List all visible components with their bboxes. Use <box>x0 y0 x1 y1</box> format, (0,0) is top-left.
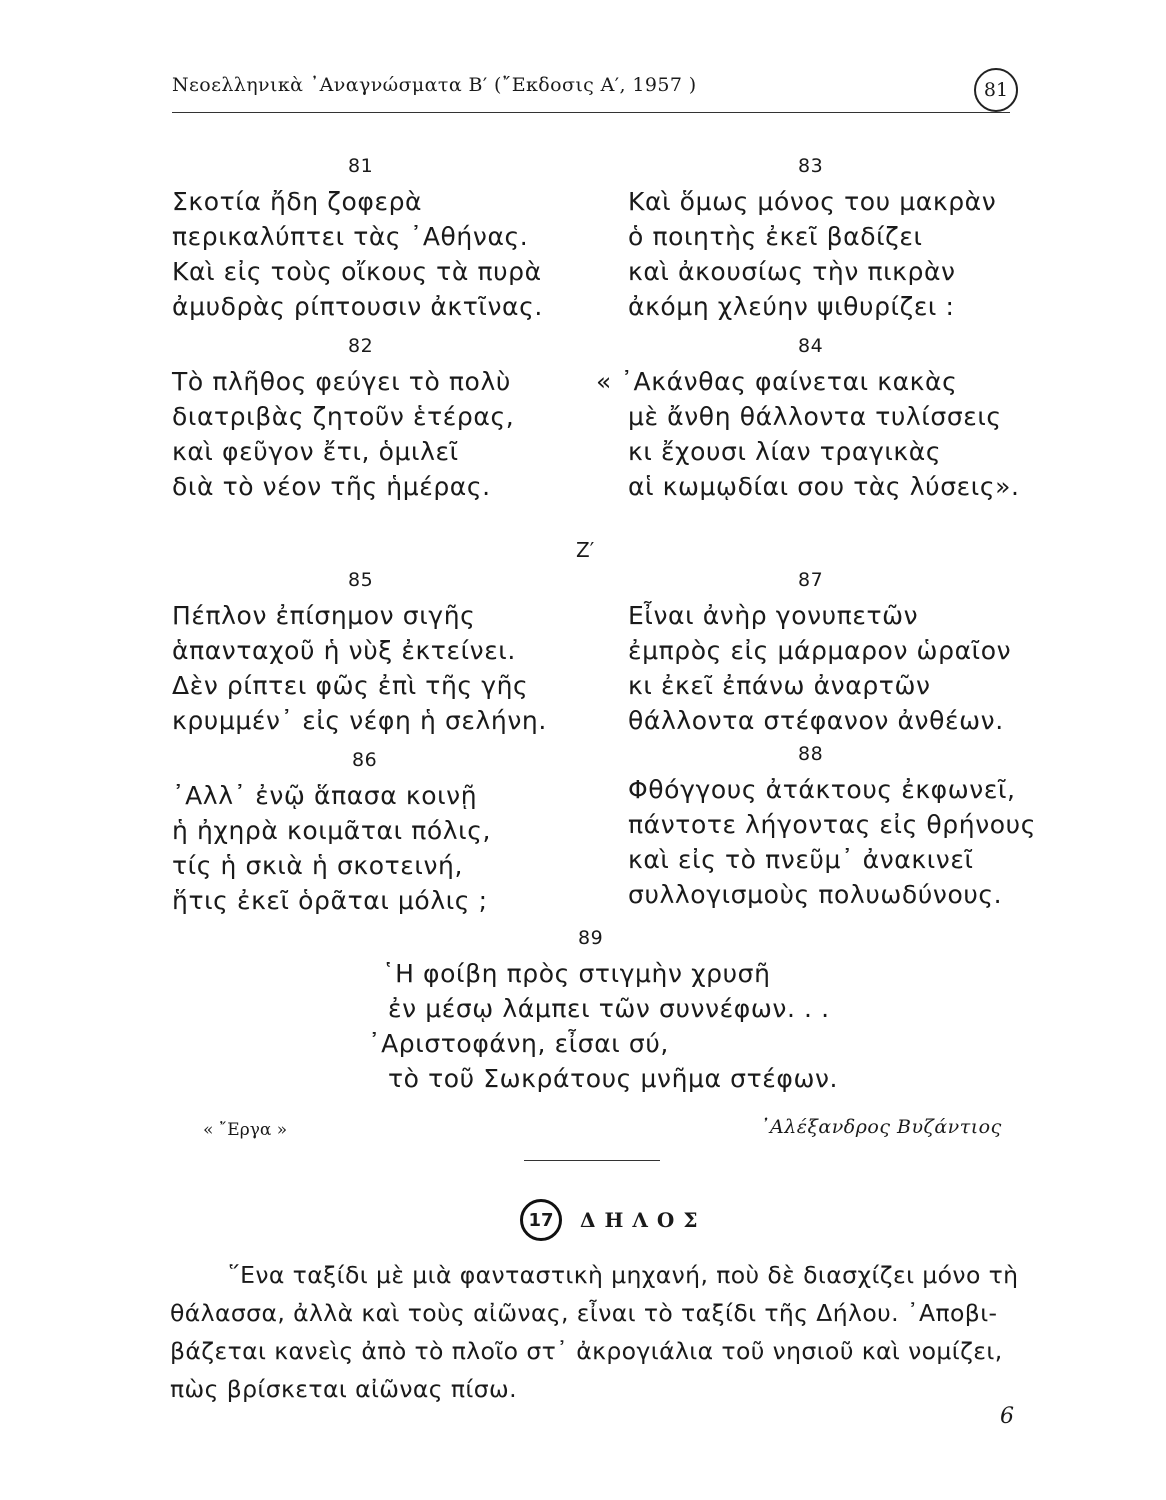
stanza-number: 81 <box>348 155 374 177</box>
verse-line: συλλογισμοὺς πολυωδύνους. <box>628 880 1003 909</box>
verse-line: Φθόγγους ἀτάκτους ἐκφωνεῖ, <box>628 775 1016 804</box>
verse-line: ἀκόμη χλεύην ψιθυρίζει : <box>628 292 955 321</box>
printer-signature-mark: 6 <box>1000 1404 1014 1429</box>
verse-line: τίς ἡ σκιὰ ἡ σκοτεινή, <box>172 851 464 880</box>
chapter-heading <box>520 1198 707 1242</box>
verse-line: Καὶ ὅμως μόνος του μακρὰν <box>628 187 997 216</box>
verse-line: ᾿Αριστοφάνη, εἶσαι σύ, <box>368 1029 669 1058</box>
stanza-86 <box>172 748 491 918</box>
stanza-82 <box>172 334 514 504</box>
stanza-89 <box>368 926 838 1096</box>
verse-line: ἥτις ἐκεῖ ὁρᾶται μόλις ; <box>172 886 488 915</box>
section-divider <box>524 1160 660 1161</box>
verse-line: διὰ τὸ νέον τῆς ἡμέρας. <box>172 472 491 501</box>
stanza-number: 82 <box>348 335 374 357</box>
stanza-number: 86 <box>352 749 378 771</box>
prose-line: θάλασσα, ἀλλὰ καὶ τοὺς αἰῶνας, εἶναι τὸ ταξίδι τῆς Δήλου. ᾿Αποβι- <box>170 1299 998 1327</box>
stanza-number: 88 <box>798 743 824 765</box>
stanza-83 <box>628 154 996 324</box>
stanza-84 <box>596 334 1020 504</box>
verse-line: μὲ ἄνθη θάλλοντα τυλίσσεις <box>628 402 1002 431</box>
stanza-87 <box>628 568 1011 738</box>
prose-paragraph <box>170 1256 1030 1408</box>
page-number-circled: 81 <box>974 68 1018 112</box>
chapter-title: ΔΗΛΟΣ <box>580 1208 707 1232</box>
verse-line: « ᾿Ακάνθας φαίνεται κακὰς <box>596 367 958 396</box>
verse-line: Δὲν ρίπτει φῶς ἐπὶ τῆς γῆς <box>172 671 529 700</box>
verse-line: καὶ ἀκουσίως τὴν πικρὰν <box>628 257 956 286</box>
prose-line: πὼς βρίσκεται αἰῶνας πίσω. <box>170 1375 518 1403</box>
stanza-number: 89 <box>578 927 604 949</box>
verse-line: καὶ φεῦγον ἔτι, ὁμιλεῖ <box>172 437 459 466</box>
stanza-number: 84 <box>798 335 824 357</box>
prose-line: ῞Ενα ταξίδι μὲ μιὰ φανταστικὴ μηχανή, ποὺ δὲ διασχίζει μόνο τὴ <box>228 1261 1019 1289</box>
stanza-81 <box>172 154 543 324</box>
verse-line: τὸ τοῦ Σωκράτους μνῆμα στέφων. <box>388 1064 839 1093</box>
stanza-number: 83 <box>798 155 824 177</box>
prose-line: βάζεται κανεὶς ἀπὸ τὸ πλοῖο στ᾿ ἀκρογιάλια τοῦ νησιοῦ καὶ νομίζει, <box>170 1337 1003 1365</box>
verse-line: Τὸ πλῆθος φεύγει τὸ πολὺ <box>172 367 511 396</box>
verse-line: πάντοτε λήγοντας εἰς θρήνους <box>628 810 1036 839</box>
verse-line: κι ἐκεῖ ἐπάνω ἀναρτῶν <box>628 671 931 700</box>
verse-line: Πέπλον ἐπίσημον σιγῆς <box>172 601 476 630</box>
stanza-number: 87 <box>798 569 824 591</box>
verse-line: Σκοτία ἤδη ζοφερὰ <box>172 187 423 216</box>
verse-line: Καὶ εἰς τοὺς οἴκους τὰ πυρὰ <box>172 257 542 286</box>
stanza-88 <box>628 742 1036 912</box>
verse-line: ἡ ἠχηρὰ κοιμᾶται πόλις, <box>172 816 492 845</box>
verse-line: Εἶναι ἀνὴρ γονυπετῶν <box>628 601 919 630</box>
verse-line: ῾Η φοίβη πρὸς στιγμὴν χρυσῆ <box>382 959 771 988</box>
verse-line: ὁ ποιητὴς ἐκεῖ βαδίζει <box>628 222 923 251</box>
verse-line: διατριβὰς ζητοῦν ἑτέρας, <box>172 402 515 431</box>
running-header: Νεοελληνικὰ ᾿Αναγνώσματα Β′ (῎Εκδοσις Α′, 1957 ) <box>172 74 697 96</box>
verse-line: ἐμπρὸς εἰς μάρμαρον ὡραῖον <box>628 636 1012 665</box>
verse-line: θάλλοντα στέφανον ἀνθέων. <box>628 706 1004 735</box>
stanza-number: 85 <box>348 569 374 591</box>
verse-line: κρυμμέν᾿ εἰς νέφη ἡ σελήνη. <box>172 706 547 735</box>
source-citation: « ῎Εργα » <box>203 1120 288 1140</box>
verse-line: καὶ εἰς τὸ πνεῦμ᾿ ἀνακινεῖ <box>628 845 974 874</box>
verse-line: ἐν μέσῳ λάμπει τῶν συννέφων. . . <box>388 994 830 1023</box>
stanza-85 <box>172 568 547 738</box>
header-rule <box>172 112 1010 113</box>
verse-line: ἁπανταχοῦ ἡ νὺξ ἐκτείνει. <box>172 636 516 665</box>
author-name: ᾿Αλέξανδρος Βυζάντιος <box>760 1116 1002 1138</box>
section-mark: Ζ′ <box>576 538 595 562</box>
chapter-number-circled: 17 <box>520 1199 562 1241</box>
verse-line: ᾿Αλλ᾿ ἐνῷ ἅπασα κοινῇ <box>172 781 478 810</box>
verse-line: κι ἔχουσι λίαν τραγικὰς <box>628 437 942 466</box>
verse-line: αἱ κωμῳδίαι σου τὰς λύσεις». <box>628 472 1020 501</box>
verse-line: περικαλύπτει τὰς ᾿Αθήνας. <box>172 222 529 251</box>
verse-line: ἀμυδρὰς ρίπτουσιν ἀκτῖνας. <box>172 292 543 321</box>
